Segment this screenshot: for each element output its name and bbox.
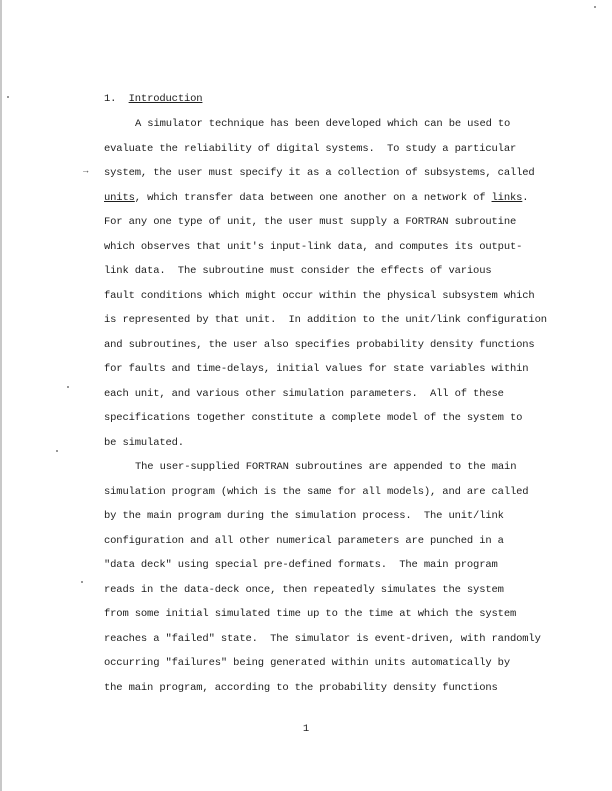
paragraph-1-line: for faults and time-delays, initial values for state variables within (104, 363, 529, 375)
term-links: links (491, 192, 523, 204)
paragraph-1-line: be simulated. (104, 437, 184, 449)
page-edge (0, 0, 2, 791)
paragraph-1-line: evaluate the reliability of digital systems. To study a particular (104, 143, 517, 155)
paragraph-2-line: from some initial simulated time up to the time at which the system (104, 608, 517, 620)
paragraph-1-line: is represented by that unit. In addition to the unit/link configuration (104, 314, 547, 326)
paragraph-1-line: link data. The subroutine must consider the effects of various (104, 265, 492, 277)
scan-speck (7, 96, 9, 98)
paragraph-2-line: "data deck" using special pre-defined formats. The main program (104, 559, 498, 571)
scan-speck (81, 581, 83, 583)
paragraph-1-line: For any one type of unit, the user must supply a FORTRAN subroutine (104, 216, 517, 228)
scan-speck (56, 450, 58, 452)
paragraph-2-line: The user-supplied FORTRAN subroutines are appended to the main (135, 461, 517, 473)
margin-arrow-mark: → (83, 166, 89, 176)
paragraph-2-line: simulation program (which is the same for all models), and are called (104, 486, 529, 498)
section-title: Introduction (128, 93, 203, 105)
paragraph-1-line: each unit, and various other simulation parameters. All of these (104, 388, 504, 400)
scan-speck (67, 386, 69, 388)
paragraph-1-line: and subroutines, the user also specifies probability density functions (104, 339, 535, 351)
section-number: 1. (104, 93, 117, 105)
paragraph-2-line: by the main program during the simulation process. The unit/link (104, 510, 504, 522)
paragraph-1-line (104, 192, 528, 205)
page-number: 1 (302, 723, 310, 735)
section-heading (104, 93, 202, 106)
term-units: units (104, 192, 135, 204)
paragraph-2-line: occurring "failures" being generated within units automatically by (104, 657, 510, 669)
paragraph-2-line: reaches a "failed" state. The simulator is event-driven, with randomly (104, 633, 541, 645)
paragraph-1-line: fault conditions which might occur within the physical subsystem which (104, 290, 535, 302)
paragraph-1-line: which observes that unit's input-link data, and computes its output- (104, 241, 523, 253)
paragraph-1-text: . (522, 192, 529, 204)
paragraph-1-line: system, the user must specify it as a collection of subsystems, called (104, 167, 535, 179)
paragraph-2-line: reads in the data-deck once, then repeatedly simulates the system (104, 584, 504, 596)
paragraph-2-line: configuration and all other numerical parameters are punched in a (104, 535, 504, 547)
paragraph-2-line: the main program, according to the probability density functions (104, 682, 498, 694)
scan-speck (594, 6, 596, 8)
paragraph-1-line: A simulator technique has been developed which can be used to (135, 118, 511, 130)
paragraph-1-text: , which transfer data between one another on a network of (134, 192, 492, 204)
paragraph-1-line: specifications together constitute a complete model of the system to (104, 412, 523, 424)
